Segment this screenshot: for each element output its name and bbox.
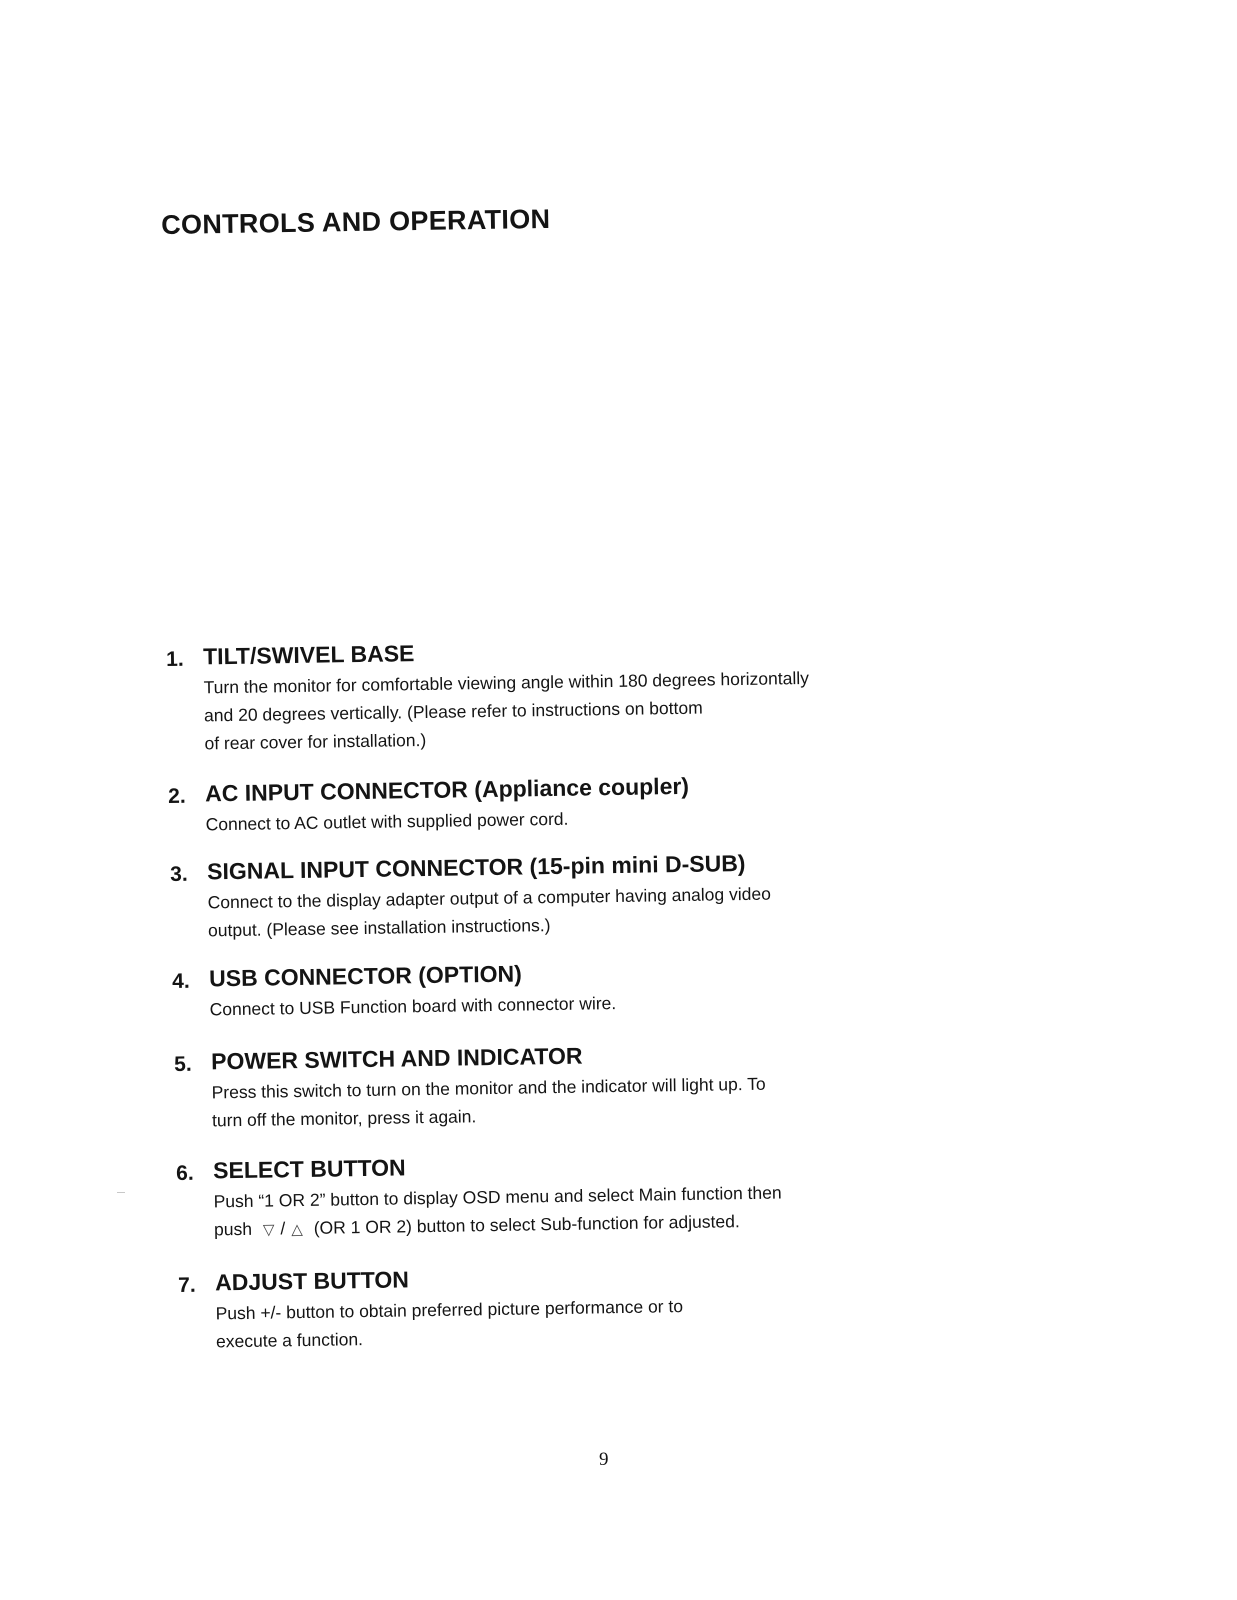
section-adjust-button [178,1263,898,1352]
body-line: output. (Please see installation instructions.) [207,915,551,941]
section-number: 3. [170,862,188,886]
body-line: Press this switch to turn on the monitor and the indicator will light up. To [211,1073,766,1103]
section-heading: POWER SWITCH AND INDICATOR [210,1042,583,1075]
section-number: 7. [178,1273,196,1297]
section-signal-input-connector [170,849,890,941]
section-body [211,1070,766,1135]
section-body [213,1178,782,1243]
body-text: (OR 1 OR 2) button to select Sub-function for adjusted. [313,1211,740,1238]
section-heading: SIGNAL INPUT CONNECTOR (15-pin mini D-SUB) [206,849,746,885]
section-heading: TILT/SWIVEL BASE [202,640,415,670]
section-number: 5. [174,1052,192,1076]
section-select-button [176,1151,896,1240]
section-heading: SELECT BUTTON [212,1154,406,1184]
down-triangle-icon: ▽ [262,1221,275,1239]
body-line: of rear cover for installation.) [204,729,427,754]
margin-mark [117,1192,125,1193]
body-line: Connect to AC outlet with supplied power cord. [205,808,569,835]
body-line: and 20 degrees vertically. (Please refer to instructions on bottom [203,697,703,726]
section-body [203,664,810,757]
up-triangle-icon: △ [291,1221,304,1239]
section-heading: ADJUST BUTTON [214,1266,410,1296]
section-number: 1. [166,647,184,671]
section-heading: AC INPUT CONNECTOR (Appliance coupler) [204,772,690,807]
section-tilt-swivel-base [166,637,886,754]
section-number: 6. [176,1161,194,1185]
body-line: execute a function. [215,1329,364,1352]
body-line: Connect to USB Function board with connector wire. [209,993,617,1020]
section-body [207,880,771,945]
page-title: CONTROLS AND OPERATION [161,203,551,240]
section-heading: USB CONNECTOR (OPTION) [208,960,522,992]
section-usb-connector [172,959,892,1020]
page-number: 9 [599,1449,609,1470]
section-number: 4. [172,969,190,993]
body-line: Push “1 OR 2” button to display OSD menu and select Main function then [213,1182,782,1212]
body-line: Connect to the display adapter output of a computer having analog video [207,883,772,913]
section-body [215,1292,683,1355]
section-body [209,989,616,1023]
section-body [205,805,568,839]
body-line: turn off the monitor, press it again. [211,1106,477,1131]
body-text: push [213,1218,253,1240]
section-number: 2. [168,784,186,808]
body-line: Turn the monitor for comfortable viewing angle within 180 degrees horizontally [203,667,810,698]
section-power-switch [174,1042,894,1131]
slash-separator: / [280,1218,286,1239]
section-ac-input-connector [168,772,888,835]
body-line: Push +/- button to obtain preferred picture performance or to [215,1296,684,1324]
